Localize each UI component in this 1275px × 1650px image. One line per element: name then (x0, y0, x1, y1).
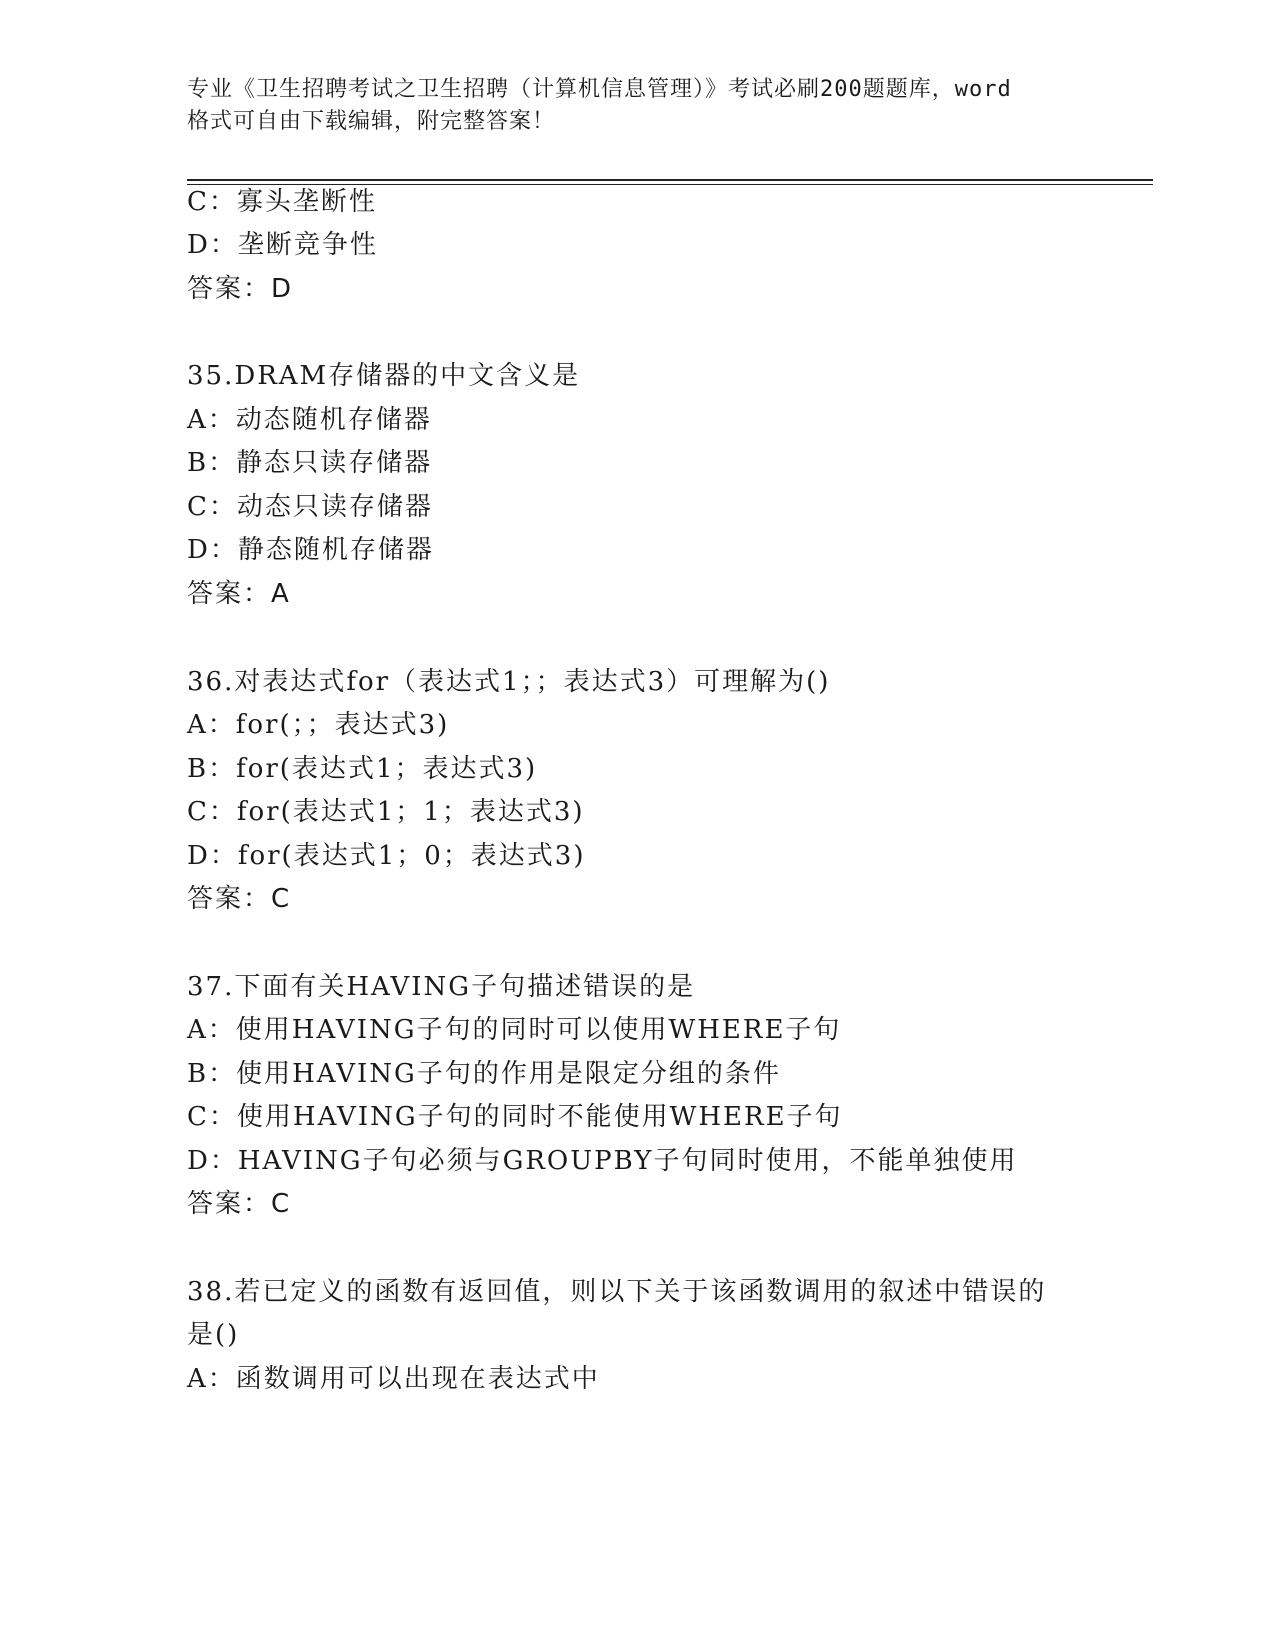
q37-option-b: B：使用HAVING子句的作用是限定分组的条件 (187, 1059, 781, 1089)
q38-question-line-1: 38.若已定义的函数有返回值，则以下关于该函数调用的叙述中错误的 (187, 1277, 1047, 1307)
header-line-1: 专业《卫生招聘考试之卫生招聘（计算机信息管理）》考试必刷200题题库，word (187, 77, 1012, 102)
q35-answer: 答案：A (187, 579, 291, 609)
q36-option-a: A：for(；；表达式3) (187, 710, 450, 740)
q37-answer: 答案：C (187, 1189, 292, 1219)
q36-answer: 答案：C (187, 884, 292, 914)
q35-option-b: B：静态只读存储器 (187, 448, 433, 478)
q38-option-a: A：函数调用可以出现在表达式中 (187, 1364, 600, 1394)
q34-option-c: C：寡头垄断性 (187, 187, 377, 217)
q37-question: 37.下面有关HAVING子句描述错误的是 (187, 972, 696, 1002)
q38-question-line-2: 是() (187, 1320, 240, 1350)
header-line-2: 格式可自由下载编辑，附完整答案！ (187, 109, 556, 134)
q35-question: 35.DRAM存储器的中文含义是 (187, 361, 581, 391)
q36-question: 36.对表达式for（表达式1；；表达式3）可理解为() (187, 667, 831, 697)
q36-option-c: C：for(表达式1；1；表达式3) (187, 797, 585, 827)
q37-option-c: C：使用HAVING子句的同时不能使用WHERE子句 (187, 1102, 843, 1132)
q34-answer: 答案：D (187, 274, 294, 304)
page-header (187, 74, 1087, 138)
q36-option-d: D：for(表达式1；0；表达式3) (187, 841, 586, 871)
q37-option-a: A：使用HAVING子句的同时可以使用WHERE子句 (187, 1015, 842, 1045)
q34-option-d: D：垄断竞争性 (187, 230, 378, 260)
q35-option-c: C：动态只读存储器 (187, 492, 433, 522)
q36-option-b: B：for(表达式1；表达式3) (187, 754, 538, 784)
q35-option-a: A：动态随机存储器 (187, 405, 432, 435)
q37-option-d: D：HAVING子句必须与GROUPBY子句同时使用，不能单独使用 (187, 1146, 1018, 1176)
header-divider-thick (187, 179, 1153, 181)
q35-option-d: D：静态随机存储器 (187, 535, 434, 565)
